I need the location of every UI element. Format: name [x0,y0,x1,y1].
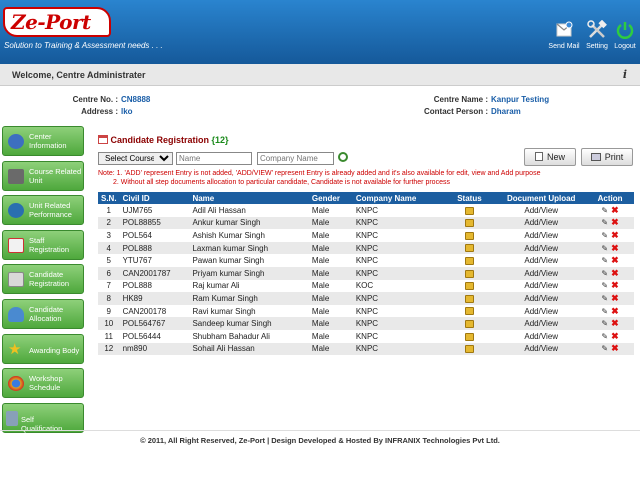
add-view-link[interactable]: Add/View [496,280,586,293]
centre-no-label: Centre No. : [72,95,118,104]
cell-sn: 7 [98,280,120,293]
cell-civil-id: POL56444 [120,330,190,343]
centre-name-label: Centre Name : [433,95,488,104]
cell-name: Sandeep kumar Singh [189,317,308,330]
sidebar-item-center-information[interactable]: Center Information [2,126,84,156]
globe-icon [8,203,24,218]
cell-status [443,280,497,293]
footer: © 2011, All Right Reserved, Ze-Port | Design Developed & Hosted By INFRANIX Technologies Pvt Ltd. [0,430,640,446]
add-view-link[interactable]: Add/View [496,292,586,305]
tools-icon [587,20,607,40]
cell-company: KNPC [353,254,443,267]
cell-civil-id: HK89 [120,292,190,305]
edit-icon[interactable]: ✎ [601,218,609,228]
printer-icon [591,153,601,161]
cell-gender: Male [309,305,353,318]
lock-icon[interactable] [465,333,474,341]
welcome-text: Welcome, Centre Administrater [12,70,146,80]
edit-icon[interactable]: ✎ [601,293,609,303]
sidebar-item-staff-registration[interactable]: Staff Registration [2,230,84,260]
chrome-icon [8,376,24,391]
edit-icon[interactable]: ✎ [601,243,609,253]
sidebar-item-awarding-body[interactable]: ★ Awarding Body [2,334,84,364]
table-row [98,317,634,330]
info-icon [8,134,24,149]
add-view-link[interactable]: Add/View [496,229,586,242]
power-icon [615,20,635,40]
delete-icon[interactable]: ✖ [611,343,619,354]
add-view-link[interactable]: Add/View [496,254,586,267]
table-row [98,280,634,293]
cell-gender: Male [309,330,353,343]
cell-sn: 5 [98,254,120,267]
col-name: Name [189,192,308,204]
table-header-row [98,192,634,204]
table-row [98,229,634,242]
person-icon [8,307,24,322]
table-row [98,292,634,305]
cell-status [443,242,497,255]
print-button[interactable]: Print [581,148,633,166]
cell-action [586,267,634,280]
cell-name: Laxman kumar Singh [189,242,308,255]
cell-name: Adil Ali Hassan [189,204,308,217]
table-row [98,343,634,356]
cell-status [443,229,497,242]
cell-name: Ankur kumar Singh [189,217,308,230]
cell-name: Raj kumar Ali [189,280,308,293]
contact-person-value: Dharam [491,107,521,116]
add-view-link[interactable]: Add/View [496,305,586,318]
edit-icon[interactable]: ✎ [601,319,609,329]
cell-gender: Male [309,217,353,230]
cell-civil-id: POL564767 [120,317,190,330]
candidate-table [98,192,634,355]
col-status: Status [443,192,497,204]
delete-icon[interactable]: ✖ [611,217,619,228]
address-value: lko [121,107,133,116]
edit-icon[interactable]: ✎ [601,230,609,240]
logout-button[interactable]: Logout [605,20,640,50]
cell-action [586,242,634,255]
cell-name: Ravi kumar Singh [189,305,308,318]
cell-status [443,292,497,305]
cell-company: KNPC [353,317,443,330]
lock-icon[interactable] [465,244,474,252]
doc-icon [8,238,24,253]
lock-icon[interactable] [465,307,474,315]
col-civil-id: Civil ID [120,192,190,204]
col-sn: S.N. [98,192,120,204]
cell-civil-id: nm890 [120,343,190,356]
edit-icon[interactable]: ✎ [601,205,609,215]
sidebar-item-self-qualification[interactable]: Self Qualification [2,403,84,433]
cell-gender: Male [309,242,353,255]
cell-gender: Male [309,317,353,330]
cell-status [443,254,497,267]
cell-status [443,343,497,356]
cell-company: KNPC [353,204,443,217]
name-input[interactable] [176,152,252,165]
cell-action [586,330,634,343]
send-mail-button[interactable]: Send Mail [544,20,584,50]
cell-name: Shubham Bahadur Ali [189,330,308,343]
delete-icon[interactable]: ✖ [611,204,619,215]
lock-icon[interactable] [465,295,474,303]
delete-icon[interactable]: ✖ [611,229,619,240]
add-view-link[interactable]: Add/View [496,343,586,356]
cell-sn: 8 [98,292,120,305]
cell-gender: Male [309,292,353,305]
cell-sn: 3 [98,229,120,242]
welcome-bar [0,64,640,86]
calendar-icon [98,135,108,144]
cell-sn: 1 [98,204,120,217]
cell-name: Priyam kumar Singh [189,267,308,280]
edit-icon[interactable]: ✎ [601,256,609,266]
cell-gender: Male [309,229,353,242]
cell-gender: Male [309,343,353,356]
address-label: Address : [81,107,118,116]
cell-status [443,204,497,217]
cell-action [586,343,634,356]
cell-action [586,229,634,242]
cell-name: Pawan kumar Singh [189,254,308,267]
cell-action [586,204,634,217]
cell-company: KNPC [353,305,443,318]
sidebar [2,126,84,437]
star-icon: ★ [8,340,22,358]
certificate-icon [6,411,18,426]
cell-action [586,305,634,318]
add-view-link[interactable]: Add/View [496,242,586,255]
cell-company: KNPC [353,292,443,305]
cell-sn: 4 [98,242,120,255]
lock-icon[interactable] [465,219,474,227]
cell-sn: 11 [98,330,120,343]
setting-button[interactable]: Setting [577,20,617,50]
lock-icon[interactable] [465,320,474,328]
col-company-name: Company Name [353,192,443,204]
cell-name: Ram Kumar Singh [189,292,308,305]
delete-icon[interactable]: ✖ [611,305,619,316]
course-select[interactable] [98,152,173,165]
cell-sn: 9 [98,305,120,318]
sidebar-item-candidate-registration[interactable]: Candidate Registration [2,264,84,294]
cell-civil-id: POL564 [120,229,190,242]
delete-icon[interactable]: ✖ [611,330,619,341]
info-icon[interactable]: i [622,68,628,81]
centre-info [0,86,640,120]
add-view-link[interactable]: Add/View [496,267,586,280]
cell-action [586,292,634,305]
app-header [0,0,640,64]
lock-icon[interactable] [465,345,474,353]
cell-gender: Male [309,267,353,280]
new-button[interactable]: New [524,148,576,166]
cell-civil-id: CAN2001787 [120,267,190,280]
cell-company: KNPC [353,267,443,280]
lock-icon[interactable] [465,207,474,215]
table-row [98,242,634,255]
contact-person-label: Contact Person : [423,107,488,116]
cell-status [443,317,497,330]
cell-sn: 2 [98,217,120,230]
cell-company: KOC [353,280,443,293]
col-gender: Gender [309,192,353,204]
col-action: Action [586,192,634,204]
cell-company: KNPC [353,343,443,356]
cell-company: KNPC [353,330,443,343]
cell-company: KNPC [353,229,443,242]
cell-company: KNPC [353,242,443,255]
cell-civil-id: POL888 [120,280,190,293]
sidebar-item-course-related-unit[interactable]: Course Related Unit [2,161,84,191]
lock-icon[interactable] [465,282,474,290]
cell-action [586,280,634,293]
centre-no-value: CN8888 [121,95,151,104]
centre-name-value: Kanpur Testing [491,95,550,104]
add-view-link[interactable]: Add/View [496,317,586,330]
edit-icon[interactable]: ✎ [601,306,609,316]
cell-action [586,254,634,267]
ze-port-logo[interactable]: Ze-Port [3,7,111,37]
tagline: Solution to Training & Assessment needs . . . [4,41,163,50]
id-card-icon [8,272,24,287]
cell-name: Sohail Ali Hassan [189,343,308,356]
table-row [98,330,634,343]
sidebar-item-candidate-allocation[interactable]: Candidate Allocation [2,299,84,329]
cell-status [443,305,497,318]
cell-name: Ashish Kumar Singh [189,229,308,242]
sidebar-item-unit-related-performance[interactable]: Unit Related Performance [2,195,84,225]
delete-icon[interactable]: ✖ [611,267,619,278]
lock-icon[interactable] [465,232,474,240]
search-icon[interactable] [338,152,348,162]
edit-icon[interactable]: ✎ [601,344,609,354]
delete-icon[interactable]: ✖ [611,255,619,266]
delete-icon[interactable]: ✖ [611,280,619,291]
cell-status [443,217,497,230]
lock-icon[interactable] [465,257,474,265]
cell-civil-id: UJM765 [120,204,190,217]
monitor-icon [8,169,24,184]
cell-action [586,317,634,330]
mail-icon [554,20,574,40]
cell-sn: 12 [98,343,120,356]
edit-icon[interactable]: ✎ [601,268,609,278]
cell-civil-id: YTU767 [120,254,190,267]
cell-gender: Male [309,204,353,217]
add-view-link[interactable]: Add/View [496,217,586,230]
cell-sn: 6 [98,267,120,280]
note-text: Note: 1. 'ADD' represent Entry is not added, 'ADD/VIEW' represent Entry is already added and it's also available for edit, view and Add purpose 2. Without all step documents allocation to particular candidate, Candidate is not available for further process [98,170,541,186]
cell-civil-id: CAN200178 [120,305,190,318]
cell-status [443,267,497,280]
page-title: Candidate Registration {12} [98,135,229,145]
add-view-link[interactable]: Add/View [496,204,586,217]
edit-icon[interactable]: ✎ [601,331,609,341]
edit-icon[interactable]: ✎ [601,281,609,291]
cell-civil-id: POL888 [120,242,190,255]
cell-action [586,217,634,230]
add-view-link[interactable]: Add/View [496,330,586,343]
cell-company: KNPC [353,217,443,230]
cell-status [443,330,497,343]
company-name-input[interactable] [257,152,334,165]
table-row [98,267,634,280]
col-document-upload: Document Upload [496,192,586,204]
sidebar-item-workshop-schedule[interactable]: Workshop Schedule [2,368,84,398]
cell-gender: Male [309,280,353,293]
delete-icon[interactable]: ✖ [611,318,619,329]
cell-civil-id: POL88855 [120,217,190,230]
table-row [98,204,634,217]
lock-icon[interactable] [465,270,474,278]
delete-icon[interactable]: ✖ [611,242,619,253]
cell-gender: Male [309,254,353,267]
cell-sn: 10 [98,317,120,330]
table-row [98,217,634,230]
table-row [98,254,634,267]
table-row [98,305,634,318]
delete-icon[interactable]: ✖ [611,292,619,303]
record-count: {12} [211,135,229,145]
new-doc-icon [535,152,543,161]
